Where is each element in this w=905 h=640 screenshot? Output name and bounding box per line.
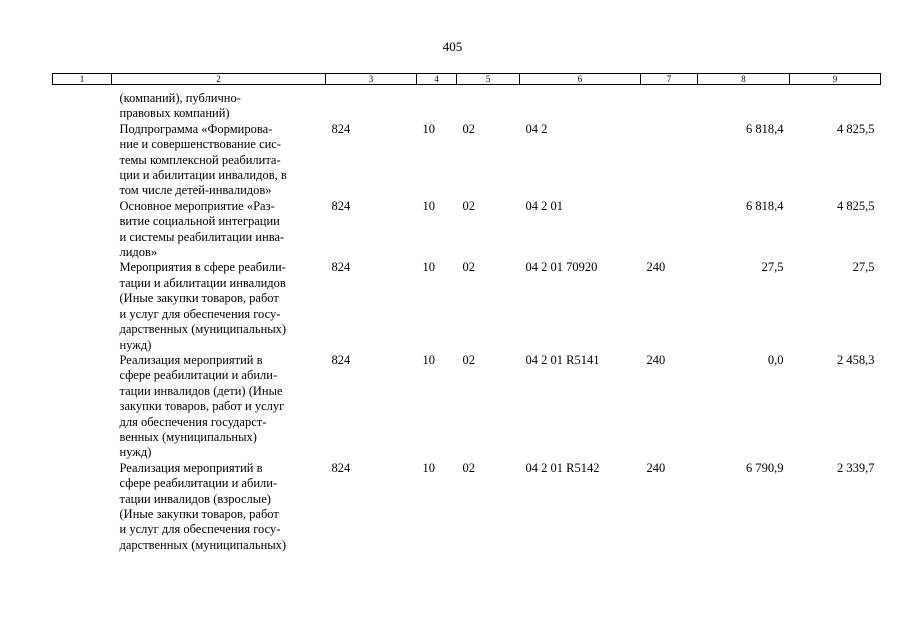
table-row — [53, 199, 881, 261]
cell-col8: 6 818,4 — [746, 198, 784, 213]
cell-col4: 10 — [422, 352, 435, 367]
cell-col1 — [53, 353, 112, 461]
table-row — [53, 461, 881, 553]
cell-col4 — [417, 85, 457, 122]
cell-col7: 240 — [646, 460, 666, 475]
cell-description: Основное мероприятие «Раз- витие социальной интеграции и системы реабилитации инва- лидов» — [119, 198, 285, 260]
cell-col6: 04 2 01 R5141 — [525, 352, 600, 367]
cell-col8 — [698, 85, 790, 122]
table-row — [53, 353, 881, 461]
cell-col6: 04 2 — [525, 121, 548, 136]
cell-col3: 824 — [331, 198, 351, 213]
cell-col9: 4 825,5 — [837, 121, 875, 136]
cell-col8: 6 790,9 — [746, 460, 784, 475]
column-header-8: 8 — [698, 74, 790, 85]
cell-col6: 04 2 01 70920 — [525, 260, 598, 275]
cell-description: Реализация мероприятий в сфере реабилитации и абили- тации инвалидов (взрослые) (Иные закупки товаров, работ и услуг для обеспечения госу- дарственных (муниципальных) — [119, 460, 287, 552]
cell-col1 — [53, 85, 112, 122]
cell-col3 — [326, 85, 417, 122]
cell-col1 — [53, 260, 112, 352]
table-row — [53, 260, 881, 352]
cell-col9: 2 458,3 — [837, 352, 875, 367]
cell-description: Мероприятия в сфере реабили- тации и абилитации инвалидов (Иные закупки товаров, работ и услуг для обеспечения госу- дарственных (муниципальных) нужд) — [119, 260, 287, 352]
cell-col9: 27,5 — [852, 260, 875, 275]
cell-col7: 240 — [646, 260, 666, 275]
cell-col1 — [53, 122, 112, 199]
cell-col4: 10 — [422, 121, 435, 136]
cell-col3: 824 — [331, 121, 351, 136]
cell-col3: 824 — [331, 460, 351, 475]
page-number: 405 — [442, 39, 463, 54]
cell-col4: 10 — [422, 260, 435, 275]
cell-col7 — [641, 122, 698, 199]
column-header-1: 1 — [53, 74, 112, 85]
column-header-2: 2 — [112, 74, 326, 85]
cell-col7 — [641, 85, 698, 122]
cell-col7 — [641, 199, 698, 261]
cell-col6 — [520, 85, 641, 122]
cell-col3: 824 — [331, 352, 351, 367]
budget-table — [52, 73, 881, 553]
cell-col5: 02 — [462, 352, 475, 367]
cell-col3: 824 — [331, 260, 351, 275]
cell-col9 — [790, 85, 881, 122]
cell-col9: 4 825,5 — [837, 198, 875, 213]
cell-col5: 02 — [462, 260, 475, 275]
cell-col5: 02 — [462, 198, 475, 213]
cell-col1 — [53, 199, 112, 261]
cell-description: (компаний), публично- правовых компаний) — [119, 91, 241, 121]
cell-col8: 6 818,4 — [746, 121, 784, 136]
column-header-4: 4 — [417, 74, 457, 85]
cell-col5 — [457, 85, 520, 122]
cell-description: Реализация мероприятий в сфере реабилитации и абили- тации инвалидов (дети) (Иные закупки товаров, работ и услуг для обеспечения государст- венных (муниципальных) нужд) — [119, 352, 285, 460]
cell-col8: 0,0 — [767, 352, 784, 367]
cell-col9: 2 339,7 — [837, 460, 875, 475]
cell-col5: 02 — [462, 460, 475, 475]
cell-col7: 240 — [646, 352, 666, 367]
cell-col4: 10 — [422, 198, 435, 213]
cell-col6: 04 2 01 R5142 — [525, 460, 600, 475]
column-header-9: 9 — [790, 74, 881, 85]
table-header-row — [53, 74, 881, 85]
cell-col1 — [53, 461, 112, 553]
column-header-5: 5 — [457, 74, 520, 85]
cell-col8: 27,5 — [761, 260, 784, 275]
cell-col5: 02 — [462, 121, 475, 136]
column-header-7: 7 — [641, 74, 698, 85]
table-row — [53, 85, 881, 122]
cell-description: Подпрограмма «Формирова- ние и совершенствование сис- темы комплексной реабилита- ции и абилитации инвалидов, в том числе детей-инвалидов» — [119, 121, 287, 198]
column-header-3: 3 — [326, 74, 417, 85]
cell-col6: 04 2 01 — [525, 198, 563, 213]
column-header-6: 6 — [520, 74, 641, 85]
cell-col4: 10 — [422, 460, 435, 475]
table-row — [53, 122, 881, 199]
